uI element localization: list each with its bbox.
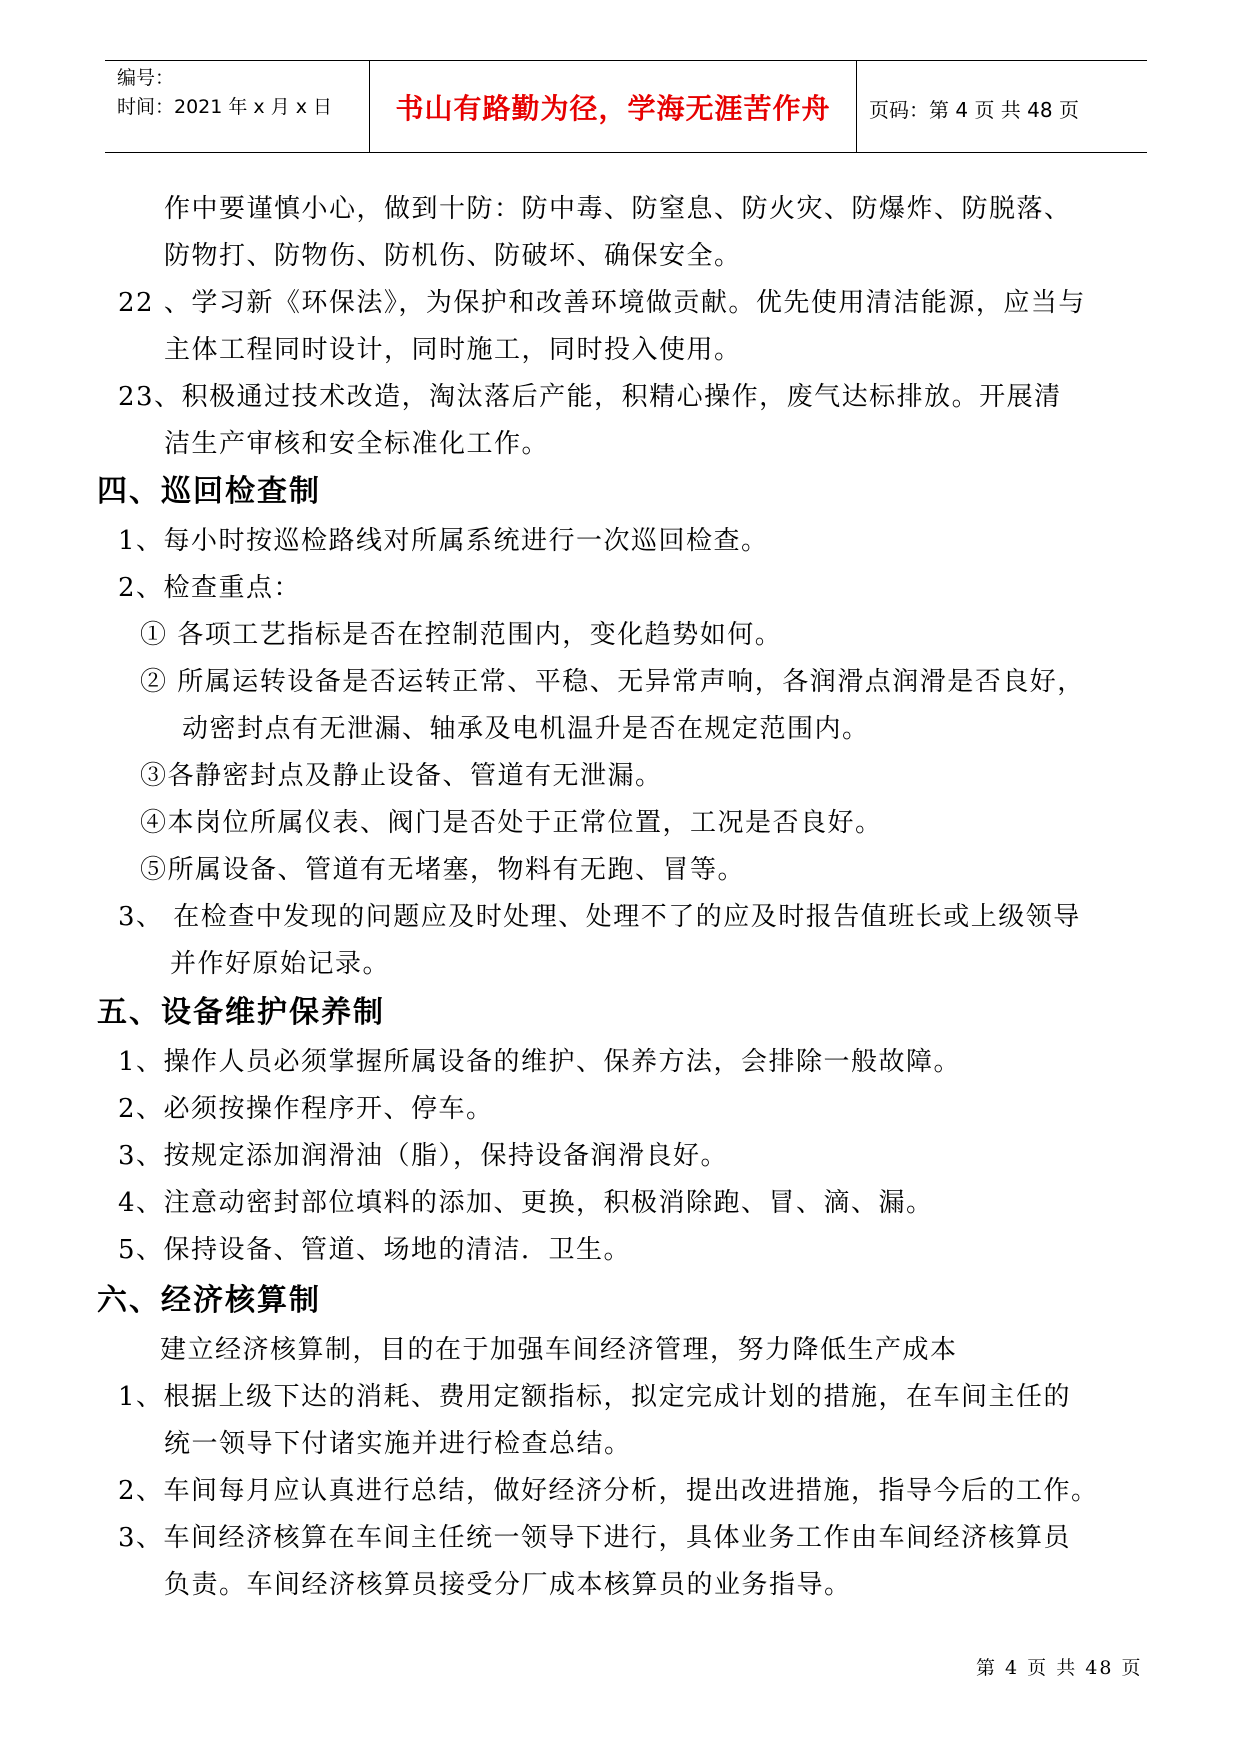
section-heading-inspection: 四、巡回检查制	[97, 474, 321, 509]
list-item: 2、检查重点：	[118, 573, 302, 603]
paragraph-line: 建立经济核算制，目的在于加强车间经济管理，努力降低生产成本	[160, 1335, 958, 1365]
list-item: ④本岗位所属仪表、阀门是否处于正常位置，工况是否良好。	[140, 808, 883, 838]
list-item: 5、保持设备、管道、场地的清洁．卫生。	[118, 1235, 632, 1265]
list-item: ③各静密封点及静止设备、管道有无泄漏。	[140, 761, 663, 791]
section-heading-maintenance: 五、设备维护保养制	[97, 995, 385, 1030]
paragraph-line: 动密封点有无泄漏、轴承及电机温升是否在规定范围内。	[182, 714, 870, 744]
paragraph-line: 负责。车间经济核算员接受分厂成本核算员的业务指导。	[164, 1570, 852, 1600]
list-item: 1、操作人员必须掌握所属设备的维护、保养方法，会排除一般故障。	[118, 1047, 962, 1077]
document-number-label: 编号：	[117, 67, 175, 89]
header-motto: 书山有路勤为径，学海无涯苦作舟	[395, 92, 831, 125]
list-item-22: 22 、学习新《环保法》，为保护和改善环境做贡献。优先使用清洁能源，应当与	[118, 288, 1086, 318]
list-item: 1、每小时按巡检路线对所属系统进行一次巡回检查。	[118, 526, 769, 556]
list-item: 3、按规定添加润滑油（脂），保持设备润滑良好。	[118, 1141, 729, 1171]
document-time-label: 时间：2021 年 x 月 x 日	[117, 96, 333, 118]
list-item: 1、根据上级下达的消耗、费用定额指标，拟定完成计划的措施，在车间主任的	[118, 1382, 1072, 1412]
footer-page-number: 第 4 页 共 48 页	[976, 1657, 1143, 1679]
header-page-number: 页码：第 4 页 共 48 页	[869, 98, 1079, 122]
paragraph-line: 并作好原始记录。	[170, 949, 391, 979]
list-item: ⑤所属设备、管道有无堵塞，物料有无跑、冒等。	[140, 855, 746, 885]
list-item: 2、车间每月应认真进行总结，做好经济分析，提出改进措施，指导今后的工作。	[118, 1476, 1099, 1506]
list-item: 2、必须按操作程序开、停车。	[118, 1094, 494, 1124]
list-item: 4、注意动密封部位填料的添加、更换，积极消除跑、冒、滴、漏。	[118, 1188, 934, 1218]
paragraph-line: 防物打、防物伤、防机伤、防破坏、确保安全。	[164, 241, 742, 271]
paragraph-line: 作中要谨慎小心，做到十防：防中毒、防窒息、防火灾、防爆炸、防脱落、	[164, 194, 1072, 224]
list-item: ① 各项工艺指标是否在控制范围内，变化趋势如何。	[140, 620, 783, 650]
paragraph-line: 洁生产审核和安全标准化工作。	[164, 429, 550, 459]
header-motto-cell	[370, 61, 857, 152]
list-item: ② 所属运转设备是否运转正常、平稳、无异常声响，各润滑点润滑是否良好，	[140, 667, 1085, 697]
list-item-23: 23、积极通过技术改造，淘汰落后产能，积精心操作，废气达标排放。开展清	[118, 382, 1062, 412]
page-header	[105, 60, 1147, 153]
list-item: 3、车间经济核算在车间主任统一领导下进行，具体业务工作由车间经济核算员	[118, 1523, 1072, 1553]
header-meta-cell	[105, 61, 370, 152]
header-page-cell	[857, 61, 1147, 152]
paragraph-line: 统一领导下付诸实施并进行检查总结。	[164, 1429, 632, 1459]
paragraph-line: 主体工程同时设计，同时施工，同时投入使用。	[164, 335, 742, 365]
section-heading-accounting: 六、经济核算制	[97, 1283, 321, 1318]
list-item: 3、 在检查中发现的问题应及时处理、处理不了的应及时报告值班长或上级领导	[118, 902, 1081, 932]
